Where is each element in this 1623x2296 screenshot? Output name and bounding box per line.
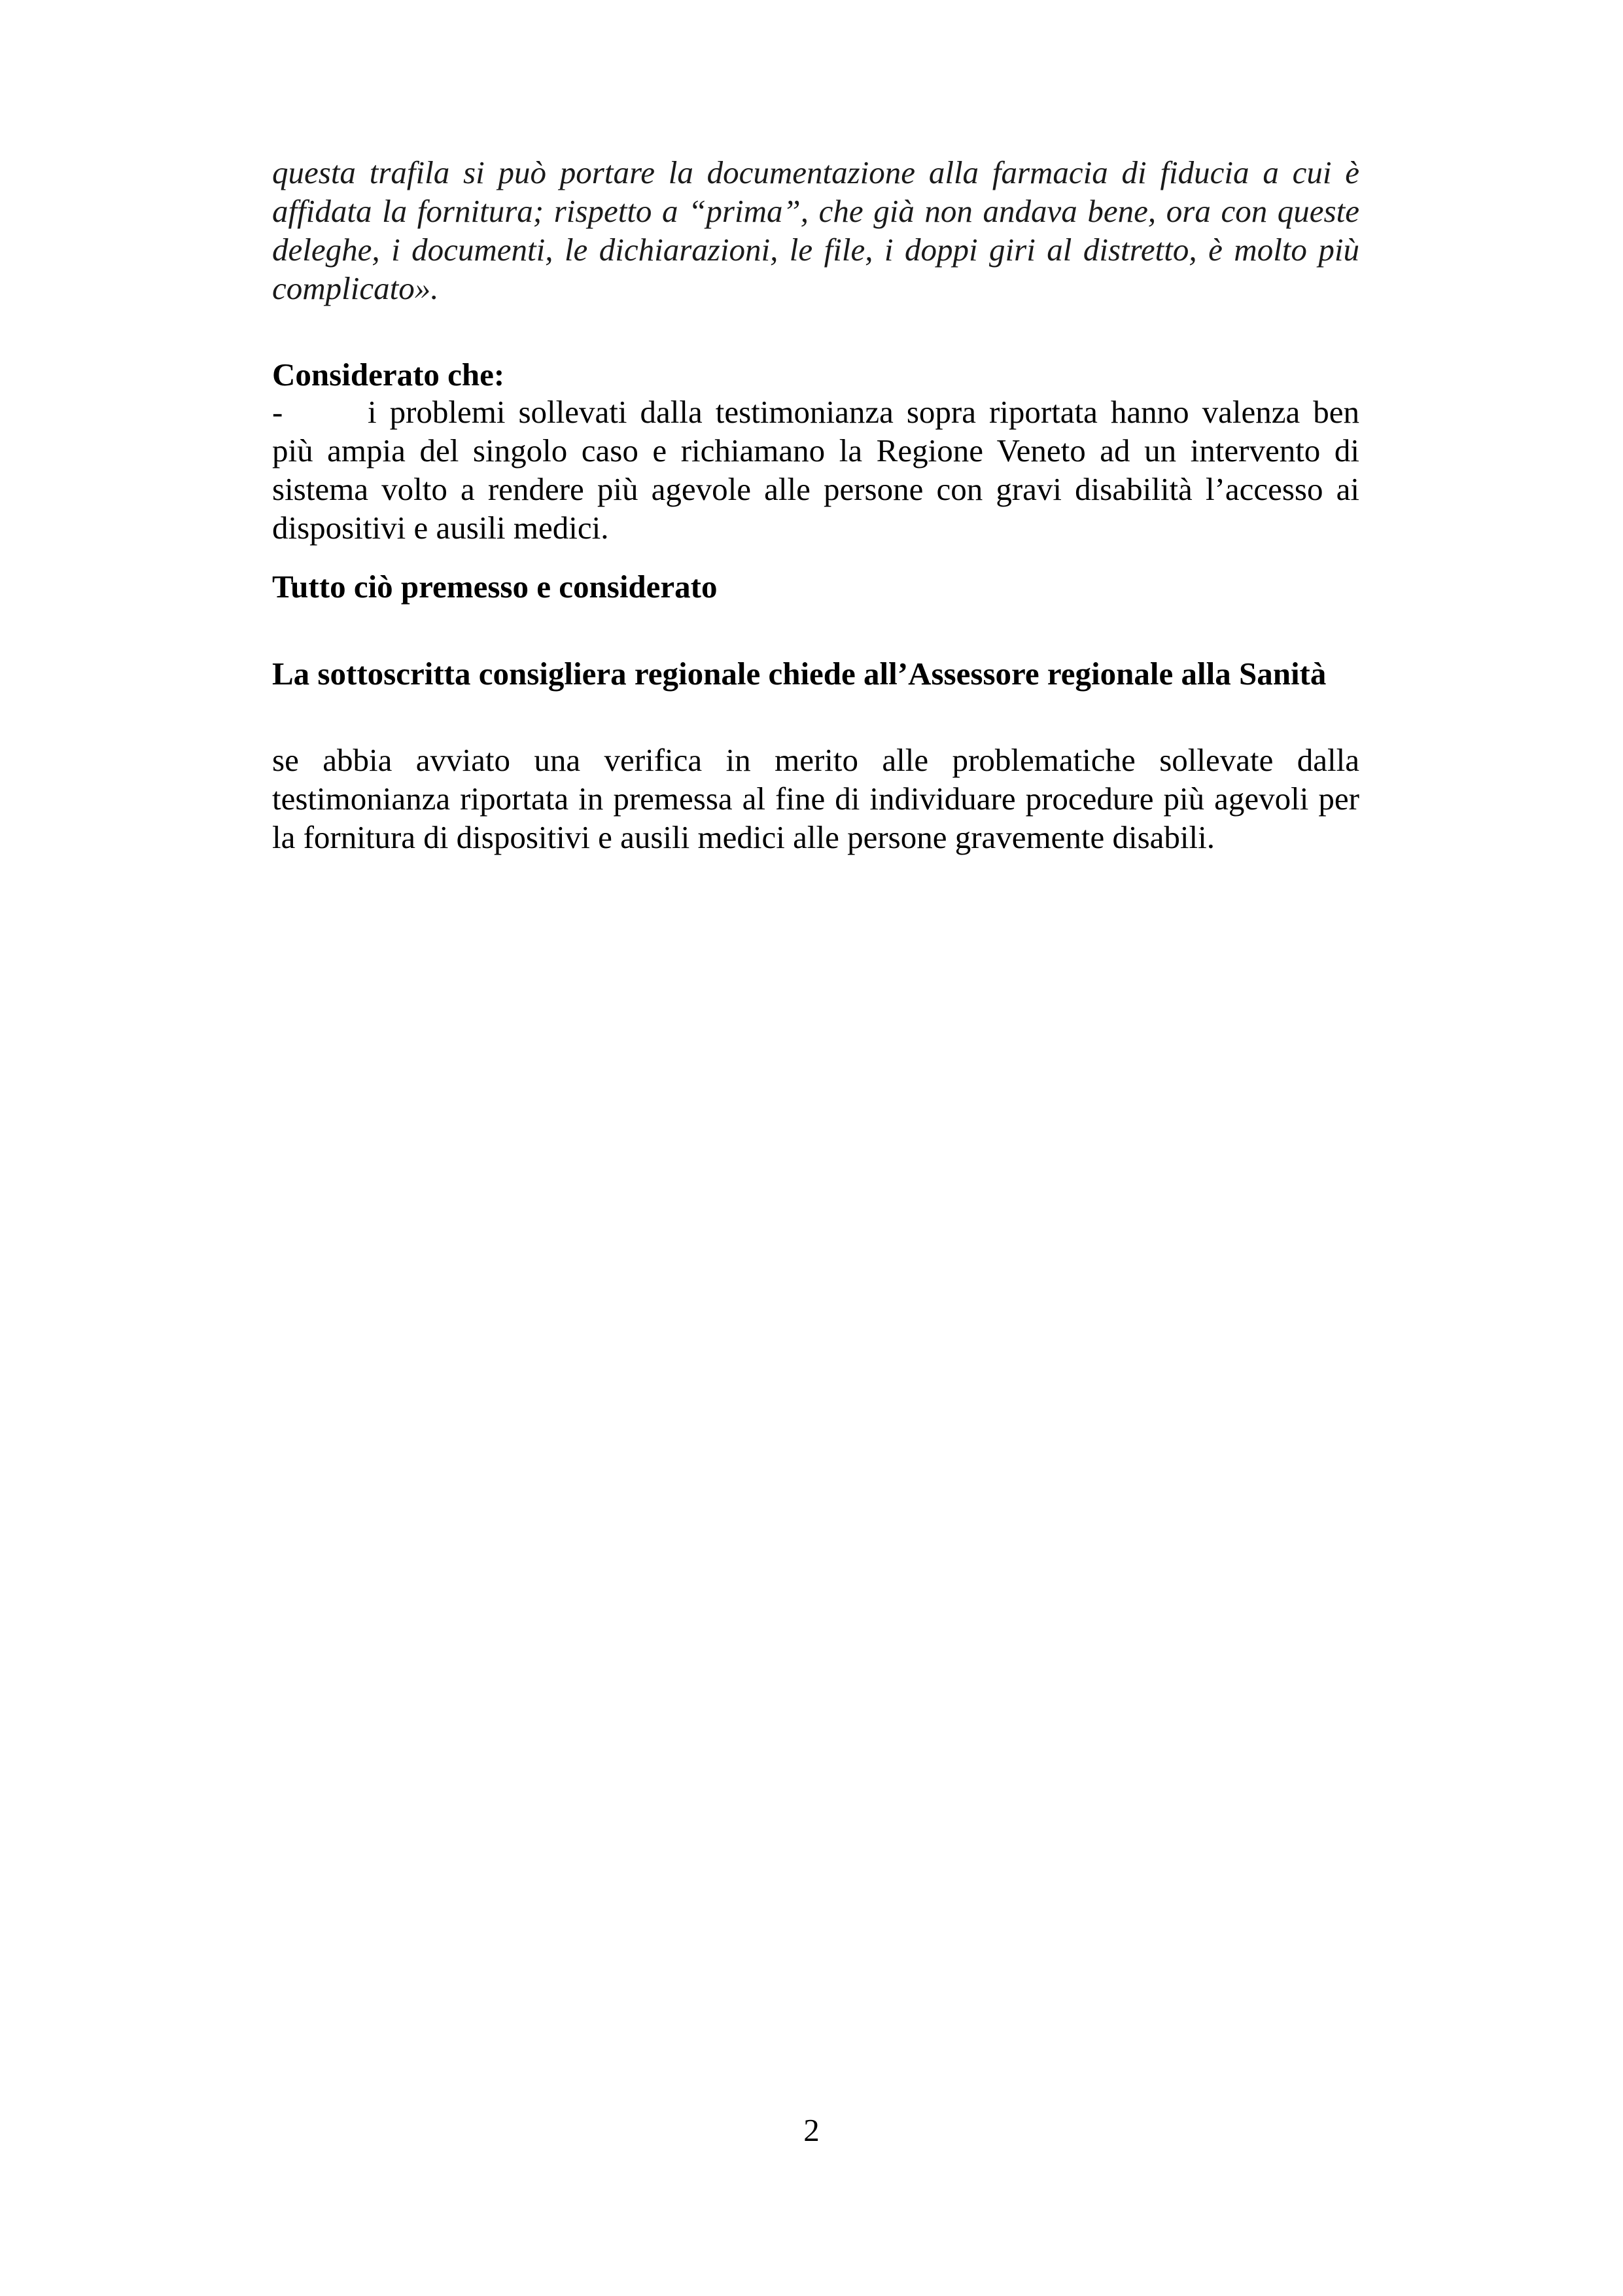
page-number: 2: [803, 2112, 820, 2148]
bullet-text: i problemi sollevati dalla testimonianza sopra riportata hanno valenza ben più ampia del singolo caso e richiamano la Regione Veneto ad un intervento di sistema volto a rendere più agevole alle persone con gravi disabilità l’accesso ai dispositivi e ausili medici.: [272, 394, 1359, 546]
quote-paragraph: questa trafila si può portare la documentazione alla farmacia di fiducia a cui è affidata la fornitura; rispetto a “prima”, che già non andava bene, ora con queste deleghe, i documenti, le dichiarazioni, le file, i doppi giri al distretto, è molto più complicato».: [272, 154, 1359, 306]
premise-heading: Tutto ciò premesso e considerato: [272, 569, 718, 605]
request-body: se abbia avviato una verifica in merito alle problematiche sollevate dalla testimonianza riportata in premessa al fine di individuare procedure più agevoli per la fornitura di dispositivi e ausili medici alle persone gravemente disabili.: [272, 742, 1359, 855]
considered-heading: Considerato che:: [272, 357, 505, 393]
bullet-marker: -: [272, 394, 283, 430]
request-heading: La sottoscritta consigliera regionale chiede all’Assessore regionale alla Sanità: [272, 656, 1327, 692]
bullet-item: [272, 393, 1359, 547]
